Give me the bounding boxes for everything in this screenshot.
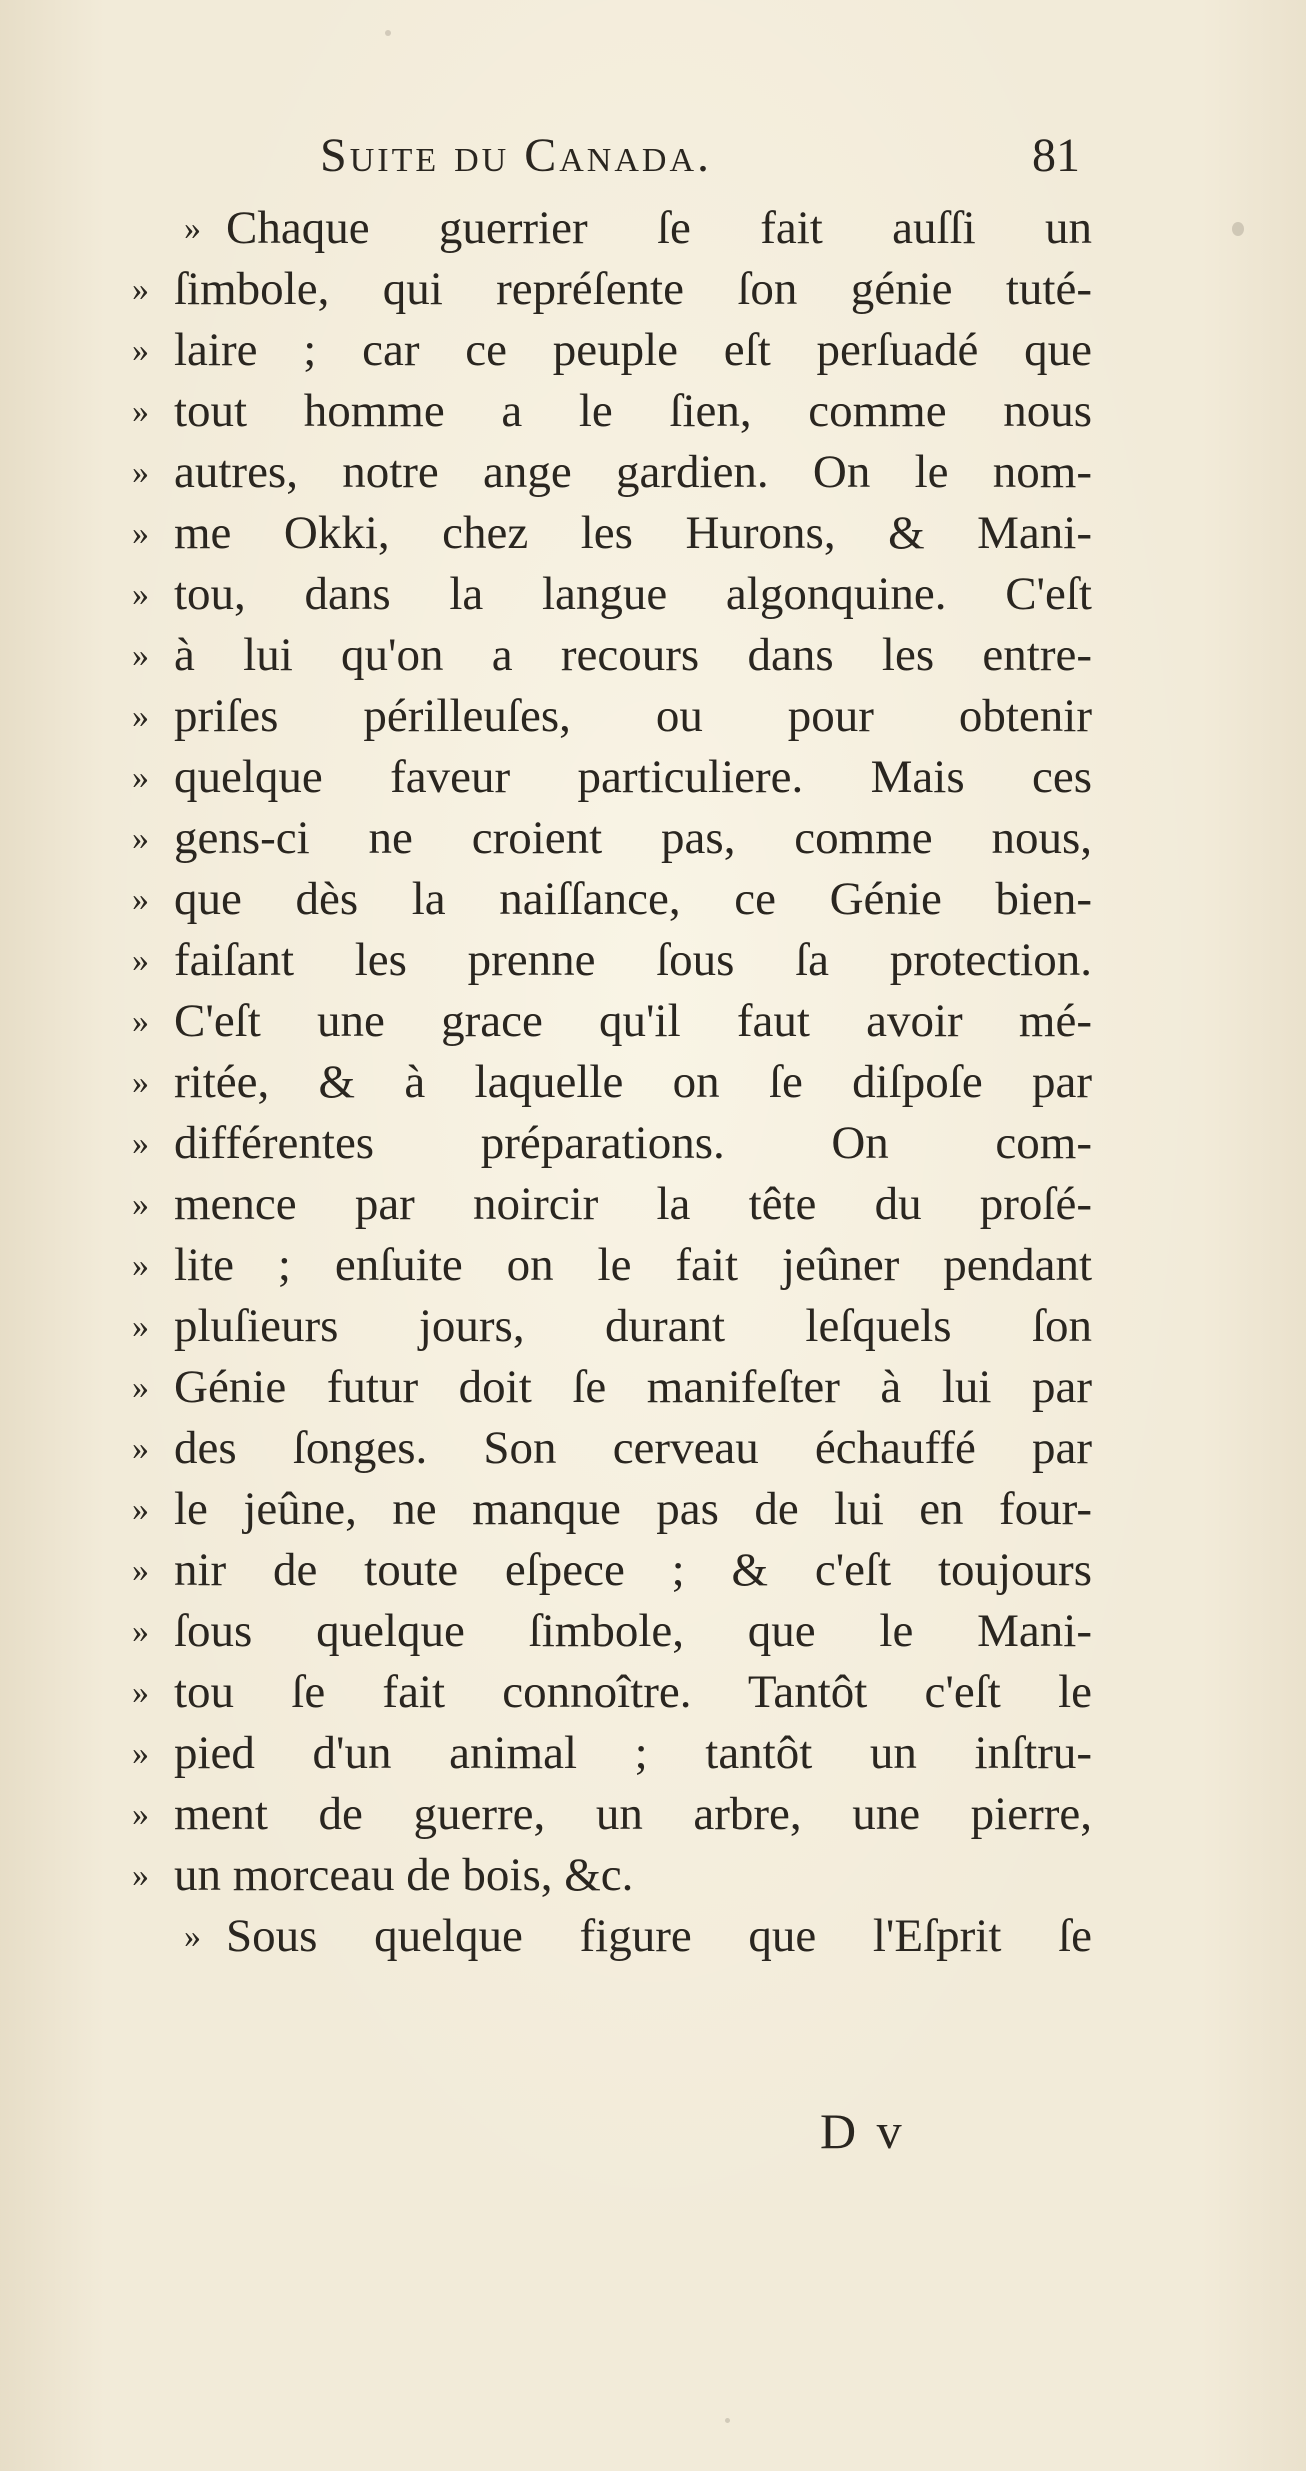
quote-mark: » xyxy=(132,1003,149,1040)
text-line: » pied d'un animal ; tantôt un inſtru- xyxy=(132,1723,1092,1784)
quote-mark: » xyxy=(132,698,149,735)
page-number: 81 xyxy=(1032,129,1080,182)
quote-mark: » xyxy=(132,1125,149,1162)
quote-mark: » xyxy=(132,881,149,918)
quote-mark: » xyxy=(132,1613,149,1650)
text-line: » priſes périlleuſes, ou pour obtenir xyxy=(132,686,1092,747)
quote-mark: » xyxy=(132,1308,149,1345)
text-line: » tou ſe fait connoître. Tantôt c'eſt le xyxy=(132,1662,1092,1723)
quote-mark: » xyxy=(132,1552,149,1589)
running-head: Suite du Canada. xyxy=(320,129,712,182)
quote-mark: » xyxy=(132,454,149,491)
text-line: » lite ; enſuite on le fait jeûner pendant xyxy=(132,1235,1092,1296)
text-line: » nir de toute eſpece ; & c'eſt toujours xyxy=(132,1540,1092,1601)
text-line: » autres, notre ange gardien. On le nom- xyxy=(132,442,1092,503)
paper-blemish xyxy=(1232,222,1244,236)
quote-mark: » xyxy=(132,332,149,369)
quote-mark: » xyxy=(132,515,149,552)
text-line: » un morceau de bois, &c. xyxy=(132,1845,1092,1906)
quote-mark: » xyxy=(132,1674,149,1711)
quote-mark: » xyxy=(132,576,149,613)
text-line: » à lui qu'on a recours dans les entre- xyxy=(132,625,1092,686)
text-line: » Chaque guerrier ſe fait auſſi un xyxy=(132,198,1092,259)
quote-mark: » xyxy=(132,820,149,857)
text-line: » faiſant les prenne ſous ſa protection. xyxy=(132,930,1092,991)
text-line: » que dès la naiſſance, ce Génie bien- xyxy=(132,869,1092,930)
text-line: » tout homme a le ſien, comme nous xyxy=(132,381,1092,442)
text-line: » tou, dans la langue algonquine. C'eſt xyxy=(132,564,1092,625)
text-line: » quelque faveur particuliere. Mais ces xyxy=(132,747,1092,808)
text-line: » pluſieurs jours, durant leſquels ſon xyxy=(132,1296,1092,1357)
quote-mark: » xyxy=(132,637,149,674)
text-line: » Sous quelque figure que l'Eſprit ſe xyxy=(132,1906,1092,1967)
text-line: » Génie futur doit ſe manifeſter à lui par xyxy=(132,1357,1092,1418)
quote-mark: » xyxy=(132,1369,149,1406)
text-line: » me Okki, chez les Hurons, & Mani- xyxy=(132,503,1092,564)
text-line: » mence par noircir la tête du proſé- xyxy=(132,1174,1092,1235)
quote-mark: » xyxy=(132,1064,149,1101)
quote-mark: » xyxy=(184,1918,201,1955)
text-line: » gens-ci ne croient pas, comme nous, xyxy=(132,808,1092,869)
quote-mark: » xyxy=(132,942,149,979)
text-line: » ſous quelque ſimbole, que le Mani- xyxy=(132,1601,1092,1662)
quote-mark: » xyxy=(132,1796,149,1833)
text-line: » C'eſt une grace qu'il faut avoir mé- xyxy=(132,991,1092,1052)
text-line: » ſimbole, qui repréſente ſon génie tuté- xyxy=(132,259,1092,320)
text-line: » ment de guerre, un arbre, une pierre, xyxy=(132,1784,1092,1845)
quote-mark: » xyxy=(184,210,201,247)
quote-mark: » xyxy=(132,1186,149,1223)
text-line: » des ſonges. Son cerveau échauffé par xyxy=(132,1418,1092,1479)
paper-blemish xyxy=(725,2418,730,2423)
quote-mark: » xyxy=(132,1857,149,1894)
paper-blemish xyxy=(385,30,391,36)
quote-mark: » xyxy=(132,759,149,796)
quote-mark: » xyxy=(132,1491,149,1528)
text-line: » le jeûne, ne manque pas de lui en four- xyxy=(132,1479,1092,1540)
body-text xyxy=(132,198,1092,1967)
quote-mark: » xyxy=(132,1247,149,1284)
quote-mark: » xyxy=(132,393,149,430)
signature-mark: D v xyxy=(820,2103,906,2159)
text-line: » différentes préparations. On com- xyxy=(132,1113,1092,1174)
quote-mark: » xyxy=(132,271,149,308)
text-line: » ritée, & à laquelle on ſe diſpoſe par xyxy=(132,1052,1092,1113)
quote-mark: » xyxy=(132,1430,149,1467)
page-header xyxy=(320,128,1080,198)
text-line: » laire ; car ce peuple eſt perſuadé que xyxy=(132,320,1092,381)
quote-mark: » xyxy=(132,1735,149,1772)
